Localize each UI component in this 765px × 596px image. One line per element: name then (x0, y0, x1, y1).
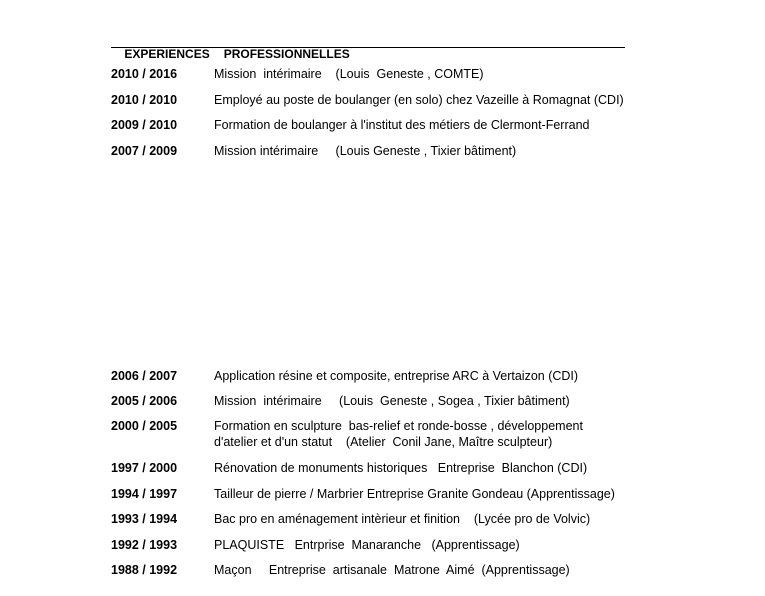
entry-years: 1993 / 1994 (111, 512, 178, 526)
entry-description: Formation en sculpture bas-relief et ronde-bosse , développement d'atelier et d'un statut (Atelier Conil Jane, Maître sculpteur) (214, 419, 583, 449)
entry-years: 2005 / 2006 (111, 394, 178, 408)
entry-years: 2006 / 2007 (111, 369, 178, 383)
entry-description: Maçon Entreprise artisanale Matrone Aimé (Apprentissage) (214, 563, 570, 577)
entry-description: Tailleur de pierre / Marbrier Entreprise Granite Gondeau (Apprentissage) (214, 487, 615, 501)
entry-description: Mission intérimaire (Louis Geneste , Tixier bâtiment) (214, 144, 517, 158)
entry-years: 2009 / 2010 (111, 118, 178, 132)
entry-description: Mission intérimaire (Louis Geneste , Sogea , Tixier bâtiment) (214, 394, 570, 408)
entry-years: 2010 / 2010 (111, 93, 178, 107)
section-title-word-2: PROFESSIONNELLES (223, 47, 350, 61)
entry-years: 1988 / 1992 (111, 563, 178, 577)
entry-description: Application résine et composite, entreprise ARC à Vertaizon (CDI) (214, 369, 579, 383)
entry-years: 1997 / 2000 (111, 461, 178, 475)
entry-years: 2000 / 2005 (111, 419, 178, 433)
entry-description: Employé au poste de boulanger (en solo) chez Vazeille à Romagnat (CDI) (214, 93, 624, 107)
entry-description: Formation de boulanger à l'institut des métiers de Clermont-Ferrand (214, 118, 590, 132)
entry-years: 2007 / 2009 (111, 144, 178, 158)
entry-description: Mission intérimaire (Louis Geneste , COMTE) (214, 67, 484, 81)
section-title (111, 33, 625, 61)
entry-years: 1994 / 1997 (111, 487, 178, 501)
entry-description: Bac pro en aménagement intèrieur et finition (Lycée pro de Volvic) (214, 512, 591, 526)
entry-years: 1992 / 1993 (111, 538, 178, 552)
entry-description: PLAQUISTE Entrprise Manaranche (Apprentissage) (214, 538, 520, 552)
entry-years: 2010 / 2016 (111, 67, 178, 81)
section-title-word-1: EXPERIENCES (124, 47, 210, 61)
entry-description: Rénovation de monuments historiques Entreprise Blanchon (CDI) (214, 461, 588, 475)
